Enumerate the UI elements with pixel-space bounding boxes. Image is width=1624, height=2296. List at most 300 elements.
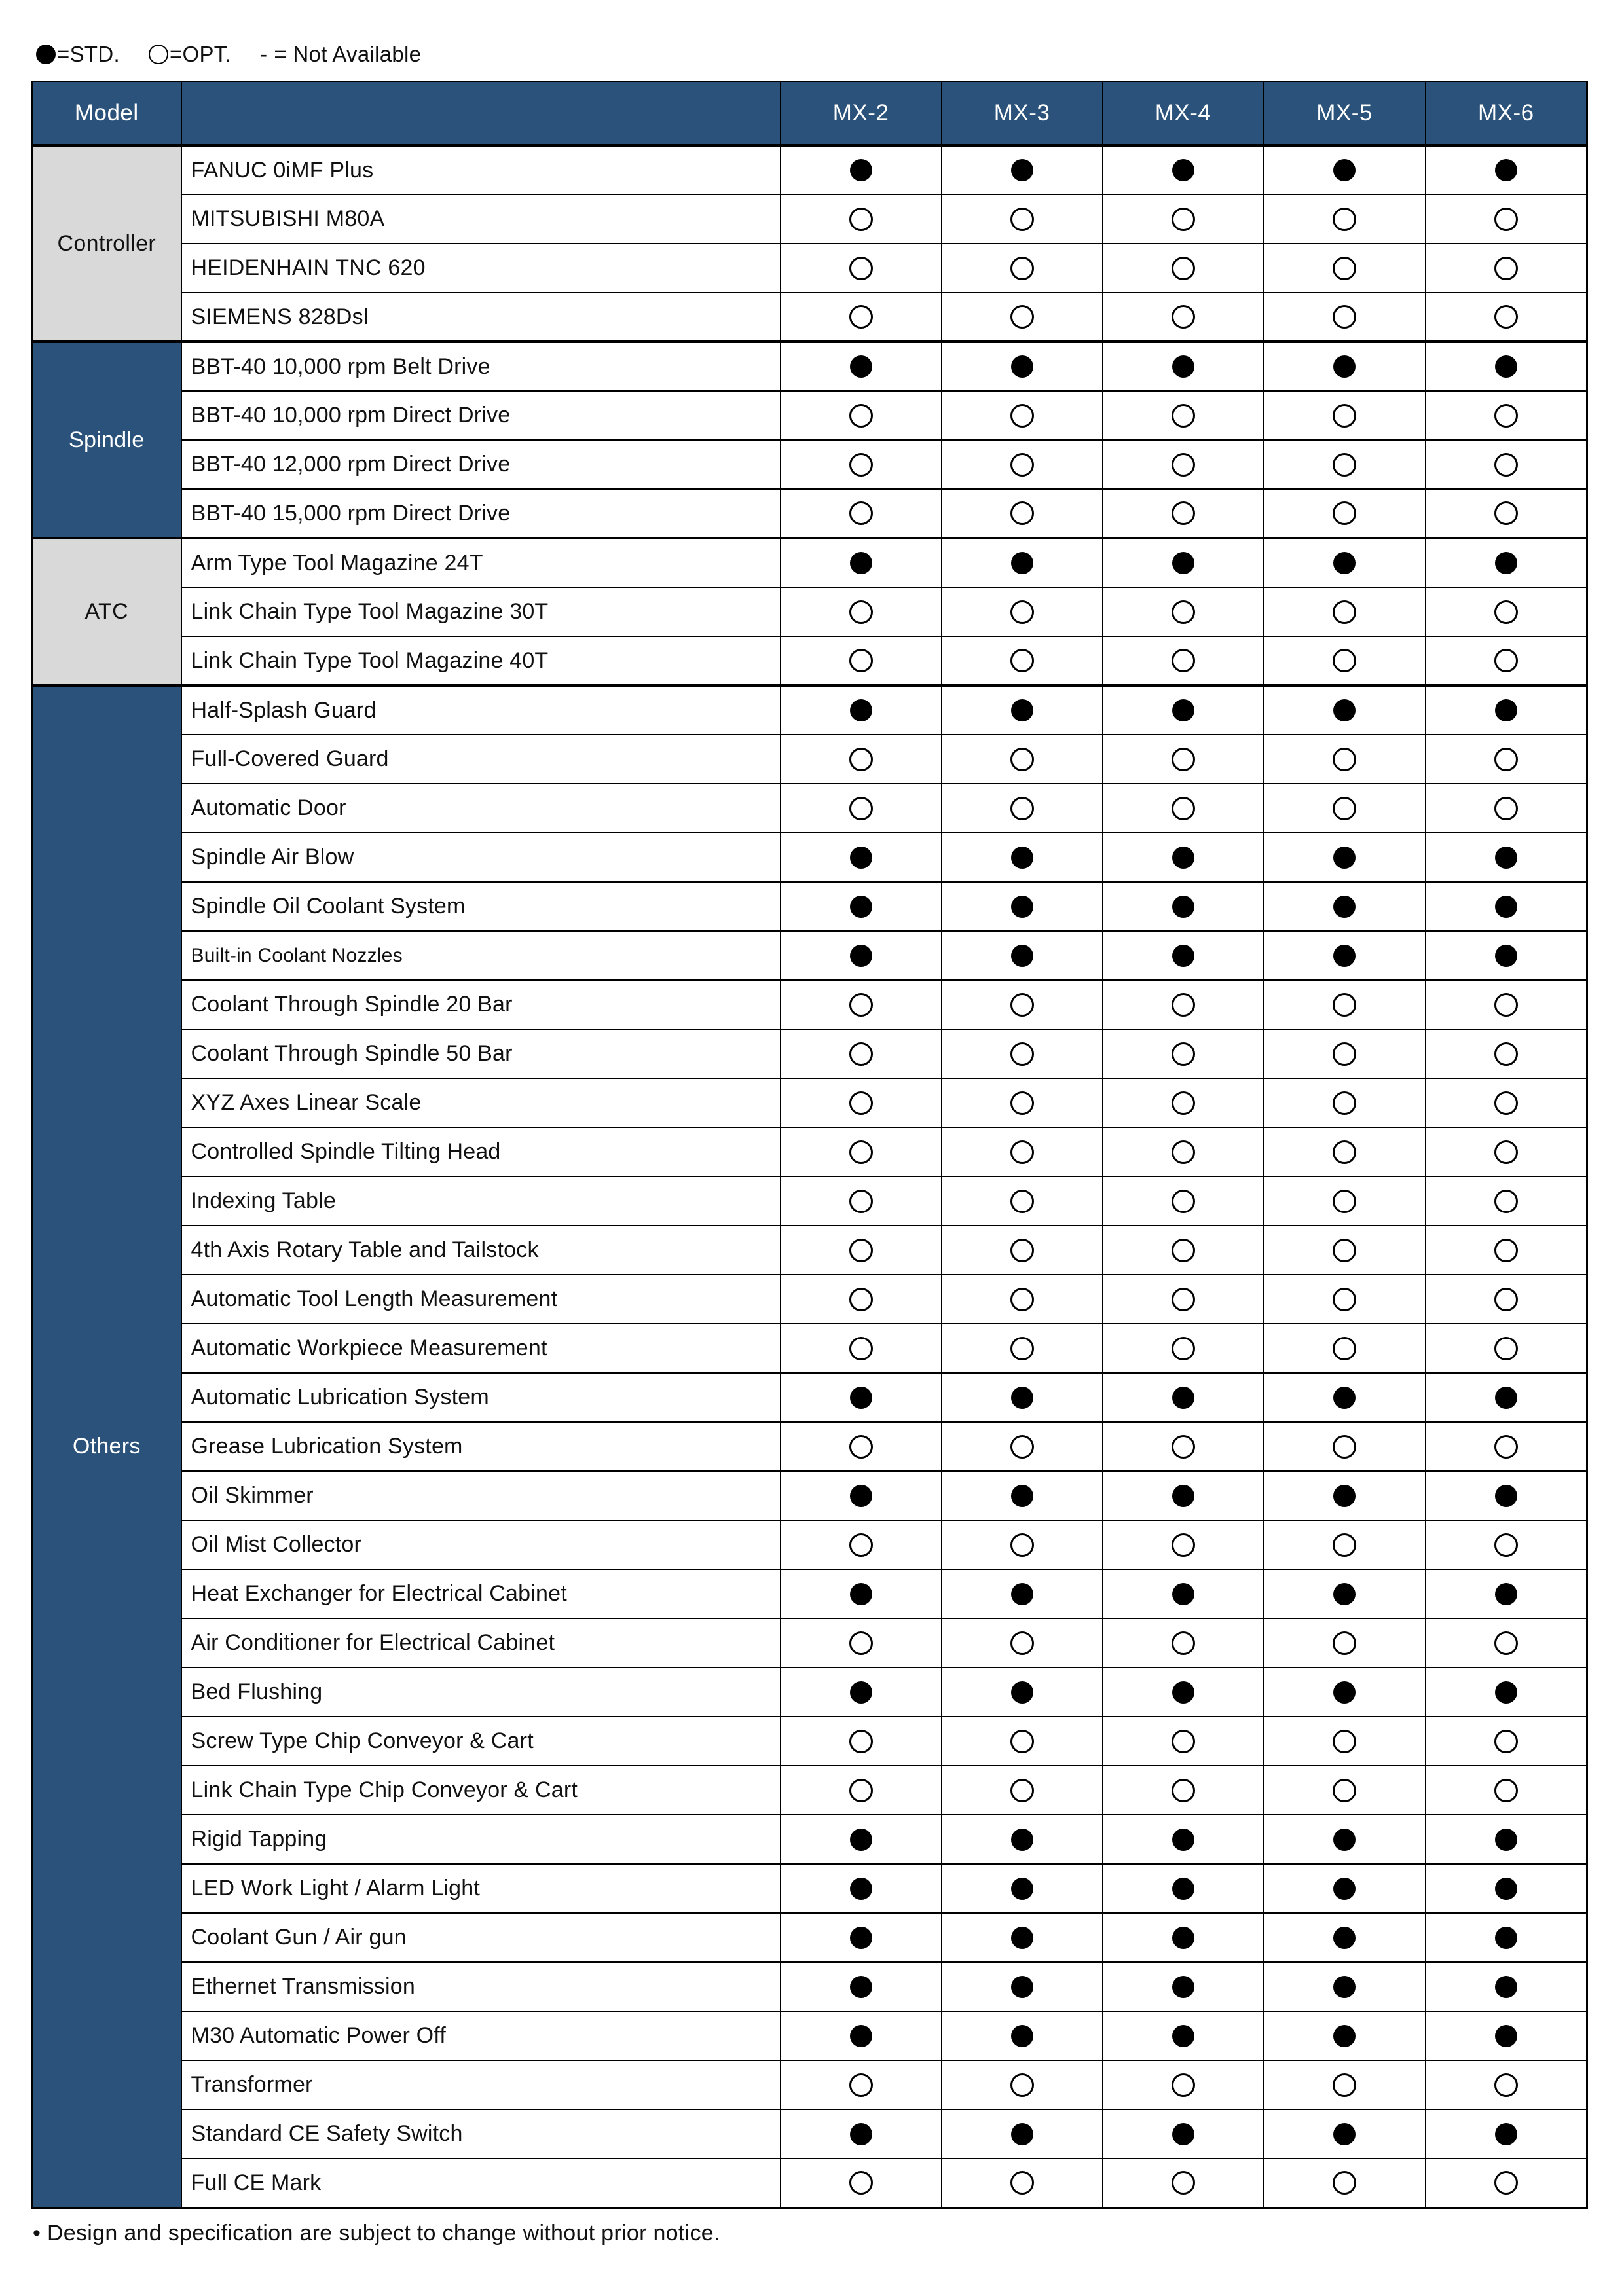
availability-cell [781, 342, 942, 391]
availability-cell [1103, 440, 1264, 489]
opt-dot-icon [849, 1288, 873, 1311]
availability-cell [1264, 1864, 1426, 1913]
availability-cell [1426, 1324, 1587, 1373]
availability-cell [1103, 1176, 1264, 1226]
availability-cell [1264, 342, 1426, 391]
std-dot-icon [1495, 2025, 1517, 2047]
header-model: Model [32, 82, 181, 146]
availability-cell [1426, 2060, 1587, 2109]
opt-dot-icon [1172, 1435, 1195, 1459]
availability-cell [1264, 1471, 1426, 1520]
std-dot-icon [1495, 896, 1517, 918]
availability-cell [1426, 145, 1587, 194]
feature-cell: Bed Flushing [181, 1667, 781, 1717]
opt-dot-icon [1333, 1140, 1356, 1164]
std-dot-icon [36, 45, 56, 64]
opt-dot-icon [1172, 1042, 1195, 1066]
std-dot-icon [850, 945, 872, 967]
std-dot-icon [1495, 699, 1517, 721]
opt-dot-icon [1010, 1533, 1034, 1557]
availability-cell [1426, 1471, 1587, 1520]
table-row [32, 194, 1587, 244]
std-dot-icon [1172, 896, 1194, 918]
opt-dot-icon [849, 2171, 873, 2195]
availability-cell [1426, 1373, 1587, 1422]
opt-dot-icon [1172, 257, 1195, 280]
availability-cell [781, 2159, 942, 2208]
std-dot-icon [1495, 355, 1517, 378]
availability-cell [1426, 587, 1587, 636]
legend-na [260, 42, 421, 67]
feature-cell: Built-in Coolant Nozzles [181, 931, 781, 980]
table-row [32, 244, 1587, 293]
availability-cell [1103, 636, 1264, 685]
availability-cell [781, 1766, 942, 1815]
std-dot-icon [1495, 1387, 1517, 1409]
availability-cell [1264, 244, 1426, 293]
availability-cell [1264, 1127, 1426, 1176]
availability-cell [1264, 1176, 1426, 1226]
std-dot-icon [1172, 2025, 1194, 2047]
availability-cell [1103, 1962, 1264, 2011]
opt-dot-icon [1494, 453, 1518, 477]
feature-cell: Standard CE Safety Switch [181, 2109, 781, 2159]
availability-cell [781, 1275, 942, 1324]
std-dot-icon [1172, 1387, 1194, 1409]
table-row [32, 1667, 1587, 1717]
availability-cell [942, 1127, 1103, 1176]
availability-cell [781, 1618, 942, 1667]
feature-cell: Spindle Air Blow [181, 833, 781, 882]
std-dot-icon [1011, 159, 1033, 181]
availability-cell [942, 833, 1103, 882]
availability-cell [781, 489, 942, 538]
availability-cell [781, 1422, 942, 1471]
opt-dot-icon [149, 45, 168, 64]
opt-dot-icon [1172, 1190, 1195, 1213]
availability-cell [1426, 1176, 1587, 1226]
opt-dot-icon [849, 1533, 873, 1557]
availability-cell [781, 1569, 942, 1618]
availability-cell [1103, 931, 1264, 980]
opt-dot-icon [1494, 600, 1518, 624]
opt-dot-icon [1172, 1140, 1195, 1164]
opt-dot-icon [1333, 1239, 1356, 1262]
availability-cell [942, 587, 1103, 636]
opt-dot-icon [1333, 1190, 1356, 1213]
availability-cell [942, 1324, 1103, 1373]
availability-cell [1103, 1275, 1264, 1324]
std-dot-icon [1172, 699, 1194, 721]
availability-cell [942, 1422, 1103, 1471]
opt-dot-icon [1010, 2171, 1034, 2195]
availability-cell [942, 1864, 1103, 1913]
availability-cell [1264, 587, 1426, 636]
legend-na-label: = Not Available [274, 42, 422, 66]
availability-cell [1426, 538, 1587, 587]
availability-cell [781, 391, 942, 440]
availability-cell [942, 2109, 1103, 2159]
availability-cell [1264, 1373, 1426, 1422]
opt-dot-icon [1494, 257, 1518, 280]
feature-cell: Link Chain Type Tool Magazine 30T [181, 587, 781, 636]
opt-dot-icon [1010, 649, 1034, 672]
opt-dot-icon [849, 1631, 873, 1655]
std-dot-icon [850, 1927, 872, 1949]
feature-cell: Screw Type Chip Conveyor & Cart [181, 1717, 781, 1766]
availability-cell [942, 489, 1103, 538]
availability-cell [1264, 1913, 1426, 1962]
availability-cell [1103, 194, 1264, 244]
availability-cell [1103, 1913, 1264, 1962]
opt-dot-icon [849, 1091, 873, 1115]
opt-dot-icon [849, 1730, 873, 1753]
availability-cell [942, 980, 1103, 1029]
availability-cell [1264, 2060, 1426, 2109]
table-row [32, 1471, 1587, 1520]
availability-cell [781, 440, 942, 489]
availability-cell [1264, 440, 1426, 489]
availability-cell [1103, 538, 1264, 587]
std-dot-icon [1333, 355, 1356, 378]
availability-cell [1103, 833, 1264, 882]
opt-dot-icon [1010, 600, 1034, 624]
feature-cell: Automatic Door [181, 784, 781, 833]
availability-cell [1103, 1029, 1264, 1078]
availability-cell [781, 685, 942, 735]
opt-dot-icon [1172, 1091, 1195, 1115]
std-dot-icon [1495, 847, 1517, 869]
feature-cell: Coolant Through Spindle 50 Bar [181, 1029, 781, 1078]
table-row [32, 1324, 1587, 1373]
availability-cell [942, 2011, 1103, 2060]
opt-dot-icon [849, 1239, 873, 1262]
header-col-mx5: MX-5 [1264, 82, 1426, 146]
availability-cell [1103, 1324, 1264, 1373]
std-dot-icon [1495, 552, 1517, 574]
std-dot-icon [1495, 1583, 1517, 1605]
availability-cell [781, 2060, 942, 2109]
availability-cell [1426, 1864, 1587, 1913]
std-dot-icon [1333, 1485, 1356, 1507]
feature-cell: M30 Automatic Power Off [181, 2011, 781, 2060]
table-row [32, 1029, 1587, 1078]
availability-cell [1103, 489, 1264, 538]
opt-dot-icon [1010, 1239, 1034, 1262]
availability-cell [1264, 145, 1426, 194]
availability-cell [942, 931, 1103, 980]
availability-cell [781, 1913, 942, 1962]
opt-dot-icon [1010, 993, 1034, 1017]
header-col-mx2: MX-2 [781, 82, 942, 146]
availability-cell [1426, 244, 1587, 293]
availability-cell [942, 391, 1103, 440]
availability-cell [1426, 636, 1587, 685]
availability-cell [1103, 293, 1264, 342]
availability-cell [1426, 735, 1587, 784]
opt-dot-icon [1010, 257, 1034, 280]
feature-cell: Link Chain Type Tool Magazine 40T [181, 636, 781, 685]
std-dot-icon [1495, 1976, 1517, 1998]
availability-cell [1103, 1717, 1264, 1766]
availability-cell [942, 735, 1103, 784]
opt-dot-icon [1010, 1140, 1034, 1164]
opt-dot-icon [1010, 404, 1034, 428]
table-row [32, 735, 1587, 784]
table-row [32, 145, 1587, 194]
std-dot-icon [1172, 1927, 1194, 1949]
feature-cell: Heat Exchanger for Electrical Cabinet [181, 1569, 781, 1618]
feature-cell: Full CE Mark [181, 2159, 781, 2208]
std-dot-icon [1333, 945, 1356, 967]
opt-dot-icon [1172, 208, 1195, 231]
table-row [32, 391, 1587, 440]
opt-dot-icon [1494, 1435, 1518, 1459]
std-dot-icon [850, 552, 872, 574]
availability-cell [942, 1717, 1103, 1766]
availability-cell [1103, 1766, 1264, 1815]
availability-cell [781, 1815, 942, 1864]
feature-cell: Transformer [181, 2060, 781, 2109]
opt-dot-icon [1172, 1288, 1195, 1311]
opt-dot-icon [849, 2073, 873, 2097]
opt-dot-icon [1010, 1337, 1034, 1360]
std-dot-icon [1172, 1878, 1194, 1900]
table-row [32, 685, 1587, 735]
opt-dot-icon [1172, 2171, 1195, 2195]
availability-cell [1426, 1815, 1587, 1864]
availability-cell [1264, 1520, 1426, 1569]
feature-cell: Ethernet Transmission [181, 1962, 781, 2011]
legend-std-label: =STD. [57, 42, 120, 66]
std-dot-icon [1011, 1583, 1033, 1605]
category-cell-controller: Controller [32, 145, 181, 342]
availability-cell [781, 1373, 942, 1422]
availability-cell [1103, 244, 1264, 293]
std-dot-icon [1333, 1878, 1356, 1900]
opt-dot-icon [1333, 748, 1356, 771]
availability-cell [1103, 145, 1264, 194]
availability-cell [781, 293, 942, 342]
opt-dot-icon [1010, 1091, 1034, 1115]
opt-dot-icon [1333, 797, 1356, 820]
table-row [32, 784, 1587, 833]
availability-cell [781, 1667, 942, 1717]
std-dot-icon [850, 159, 872, 181]
availability-cell [942, 882, 1103, 931]
std-dot-icon [850, 847, 872, 869]
availability-cell [1426, 1717, 1587, 1766]
availability-cell [1103, 784, 1264, 833]
category-cell-atc: ATC [32, 538, 181, 685]
feature-cell: Coolant Through Spindle 20 Bar [181, 980, 781, 1029]
std-dot-icon [1495, 945, 1517, 967]
table-row [32, 2109, 1587, 2159]
feature-cell: Automatic Lubrication System [181, 1373, 781, 1422]
availability-cell [781, 538, 942, 587]
availability-cell [1264, 489, 1426, 538]
availability-cell [1426, 1667, 1587, 1717]
availability-cell [1426, 833, 1587, 882]
availability-cell [1103, 1520, 1264, 1569]
opt-dot-icon [1172, 1337, 1195, 1360]
header-blank [181, 82, 781, 146]
availability-cell [781, 1520, 942, 1569]
opt-dot-icon [1333, 1730, 1356, 1753]
availability-cell [1426, 1766, 1587, 1815]
table-row [32, 1275, 1587, 1324]
availability-cell [1264, 636, 1426, 685]
opt-dot-icon [1010, 1288, 1034, 1311]
opt-dot-icon [1010, 305, 1034, 329]
availability-cell [942, 1962, 1103, 2011]
opt-dot-icon [1172, 1730, 1195, 1753]
table-row [32, 2060, 1587, 2109]
legend [36, 42, 450, 67]
availability-cell [942, 293, 1103, 342]
table-row [32, 882, 1587, 931]
feature-cell: 4th Axis Rotary Table and Tailstock [181, 1226, 781, 1275]
std-dot-icon [1011, 2123, 1033, 2145]
opt-dot-icon [1172, 404, 1195, 428]
std-dot-icon [1333, 1583, 1356, 1605]
feature-cell: Link Chain Type Chip Conveyor & Cart [181, 1766, 781, 1815]
opt-dot-icon [1494, 1140, 1518, 1164]
availability-cell [1103, 1815, 1264, 1864]
opt-dot-icon [1172, 993, 1195, 1017]
std-dot-icon [1333, 552, 1356, 574]
std-dot-icon [1495, 1485, 1517, 1507]
availability-cell [1264, 784, 1426, 833]
std-dot-icon [1011, 1878, 1033, 1900]
feature-cell: Oil Skimmer [181, 1471, 781, 1520]
std-dot-icon [1011, 847, 1033, 869]
opt-dot-icon [1333, 1288, 1356, 1311]
availability-cell [942, 1815, 1103, 1864]
opt-dot-icon [1010, 208, 1034, 231]
table-row [32, 1913, 1587, 1962]
std-dot-icon [1011, 699, 1033, 721]
category-cell-spindle: Spindle [32, 342, 181, 538]
header-row [32, 82, 1587, 146]
availability-cell [1426, 391, 1587, 440]
opt-dot-icon [1172, 649, 1195, 672]
availability-cell [1264, 1226, 1426, 1275]
opt-dot-icon [849, 257, 873, 280]
feature-cell: Controlled Spindle Tilting Head [181, 1127, 781, 1176]
availability-cell [1264, 391, 1426, 440]
std-dot-icon [1011, 1485, 1033, 1507]
availability-cell [1426, 685, 1587, 735]
feature-cell: Full-Covered Guard [181, 735, 781, 784]
availability-cell [1264, 1618, 1426, 1667]
feature-cell: Grease Lubrication System [181, 1422, 781, 1471]
availability-cell [781, 587, 942, 636]
availability-cell [1103, 1618, 1264, 1667]
table-row [32, 1520, 1587, 1569]
std-dot-icon [1011, 945, 1033, 967]
availability-cell [1103, 391, 1264, 440]
feature-cell: Spindle Oil Coolant System [181, 882, 781, 931]
availability-cell [942, 145, 1103, 194]
std-dot-icon [1333, 159, 1356, 181]
availability-cell [781, 636, 942, 685]
legend-std [36, 42, 120, 67]
availability-cell [942, 1275, 1103, 1324]
std-dot-icon [1011, 1927, 1033, 1949]
std-dot-icon [850, 1387, 872, 1409]
opt-dot-icon [849, 305, 873, 329]
std-dot-icon [1495, 2123, 1517, 2145]
table-row [32, 980, 1587, 1029]
std-dot-icon [1333, 2025, 1356, 2047]
header-col-mx4: MX-4 [1103, 82, 1264, 146]
std-dot-icon [1172, 1583, 1194, 1605]
availability-cell [1264, 1667, 1426, 1717]
opt-dot-icon [849, 1435, 873, 1459]
opt-dot-icon [849, 501, 873, 525]
availability-cell [1264, 1815, 1426, 1864]
std-dot-icon [1333, 1829, 1356, 1851]
availability-cell [781, 1176, 942, 1226]
availability-cell [1264, 1569, 1426, 1618]
availability-cell [942, 1176, 1103, 1226]
std-dot-icon [850, 1976, 872, 1998]
availability-cell [781, 194, 942, 244]
opt-dot-icon [1494, 1730, 1518, 1753]
availability-cell [1264, 2159, 1426, 2208]
availability-cell [1103, 1471, 1264, 1520]
legend-opt-label: =OPT. [169, 42, 232, 66]
opt-dot-icon [1494, 993, 1518, 1017]
opt-dot-icon [1010, 453, 1034, 477]
availability-cell [1426, 1913, 1587, 1962]
opt-dot-icon [1010, 1730, 1034, 1753]
legend-opt [149, 42, 231, 67]
opt-dot-icon [1172, 797, 1195, 820]
availability-cell [942, 1471, 1103, 1520]
opt-dot-icon [1333, 1042, 1356, 1066]
availability-cell [1103, 980, 1264, 1029]
header-col-mx6: MX-6 [1426, 82, 1587, 146]
availability-cell [1426, 1569, 1587, 1618]
opt-dot-icon [1172, 453, 1195, 477]
opt-dot-icon [1172, 1533, 1195, 1557]
availability-cell [1264, 1029, 1426, 1078]
opt-dot-icon [1333, 1631, 1356, 1655]
opt-dot-icon [849, 1337, 873, 1360]
opt-dot-icon [849, 1140, 873, 1164]
opt-dot-icon [849, 600, 873, 624]
table-row [32, 1815, 1587, 1864]
opt-dot-icon [1494, 1091, 1518, 1115]
std-dot-icon [850, 699, 872, 721]
availability-cell [781, 833, 942, 882]
availability-cell [1264, 2109, 1426, 2159]
opt-dot-icon [1172, 305, 1195, 329]
availability-cell [1103, 1078, 1264, 1127]
opt-dot-icon [1494, 649, 1518, 672]
opt-dot-icon [1172, 1631, 1195, 1655]
std-dot-icon [1011, 552, 1033, 574]
opt-dot-icon [1333, 2171, 1356, 2195]
availability-cell [942, 1078, 1103, 1127]
opt-dot-icon [1010, 1042, 1034, 1066]
availability-cell [1264, 1962, 1426, 2011]
std-dot-icon [850, 355, 872, 378]
availability-cell [781, 1078, 942, 1127]
availability-cell [1103, 1127, 1264, 1176]
